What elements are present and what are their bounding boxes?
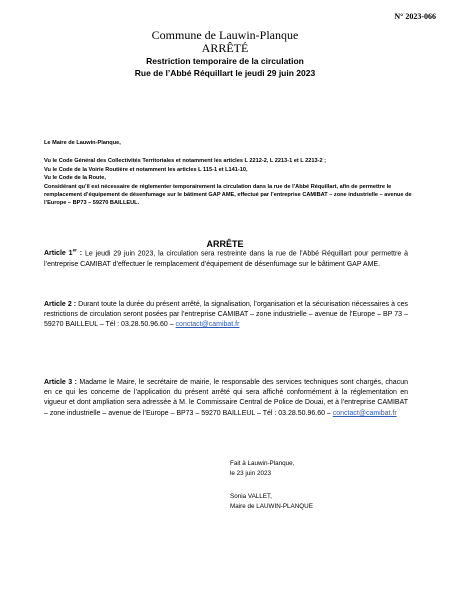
article-3-label: Article 3 : — [44, 379, 77, 386]
signature-block — [230, 459, 313, 512]
document-subtitle: Restriction temporaire de la circulation — [146, 56, 304, 66]
article-3-body: Madame le Maire, le secrétaire de mairie, le responsable des services techniques sont chargés, chacun en ce qui les concerne de l’application du présent arrêté qui sera affiché conformément à la réglementation en vigueur et dont ampliation sera adressée à M. le Commissaire Central de Police de Douai, et à l’entreprise CAMIBAT – zone industrielle – avenue de l’Europe – BP73 – 59270 BAILLEUL – Tél : 03.28.50.96.60 – — [44, 379, 408, 417]
article-1-label-prefix: Article 1 — [44, 250, 73, 258]
article-3 — [44, 378, 408, 419]
signature-role: Maire de LAUWIN-PLANQUE — [230, 503, 313, 510]
signature-name: Sonia VALLET, — [230, 493, 272, 500]
preamble-maire: Le Maire de Lauwin-Planque, — [44, 140, 121, 146]
document-header — [0, 29, 450, 79]
preamble — [44, 139, 412, 208]
signature-spacer — [230, 479, 313, 492]
article-2-label: Article 2 : — [44, 301, 77, 308]
preamble-line: Vu le Code de la Voirie Routière et notamment les articles L 115-1 et L141-10, — [44, 166, 248, 173]
article-1-text — [44, 246, 408, 270]
article-1-label-sup: er — [72, 248, 77, 253]
document-reference: N° 2023-066 — [394, 12, 436, 21]
article-2-text — [44, 300, 408, 331]
article-3-email-link[interactable]: conctact@camibat.fr — [332, 409, 397, 417]
article-1-label-suffix: : — [76, 250, 83, 258]
article-1-body: Le jeudi 29 juin 2023, la circulation sera restreinte dans la rue de l’Abbé Réquillart pour permettre à l’entreprise CAMIBAT d’effectuer le remplacement d’équipement de désenfumage sur le bâtiment GAP AME. — [44, 250, 409, 268]
preamble-line: Considérant qu’il est nécessaire de réglementer temporairement la circulation dans la rue de l’Abbé Réquillart, afin de permettre le remplacement d’équipement de désenfumage sur le bâtiment GAP AME, effectué par l’entreprise CAMIBAT – zone industrielle – avenue de l’Europe – BP73 – 59270 BAILLEUL. — [44, 183, 412, 207]
document-subtitle-date: Rue de l’Abbé Réquillart le jeudi 29 juin 2023 — [134, 68, 316, 78]
article-1 — [44, 246, 408, 270]
commune-name: Commune de Lauwin-Planque — [151, 28, 299, 42]
article-2-body: Durant toute la durée du présent arrêté, la signalisation, l’organisation et la sécurisation nécessaires à ces restrictions de circulation seront posées par l’entreprise CAMIBAT – zone industrielle – avenue de l’Europe – BP 73 – 59270 BAILLEUL – Tél : 03.28.50.96.60 – — [44, 301, 408, 329]
article-1-label — [44, 250, 82, 257]
preamble-line: Vu le Code Général des Collectivités Territoriales et notamment les articles L 2212-2, L 2213-1 et L 2213-2 ; — [44, 158, 326, 165]
decree-heading: ARRÊTE — [206, 239, 244, 249]
article-2-email-link[interactable]: conctact@camibat.fr — [175, 321, 240, 329]
article-2 — [44, 300, 408, 331]
signature-place: Fait à Lauwin-Planque, — [230, 460, 295, 467]
signature-date: le 23 juin 2023 — [230, 470, 271, 477]
document-title: ARRÊTÉ — [201, 41, 249, 55]
article-3-text — [44, 378, 408, 419]
preamble-line: Vu le Code de la Route, — [44, 175, 106, 182]
